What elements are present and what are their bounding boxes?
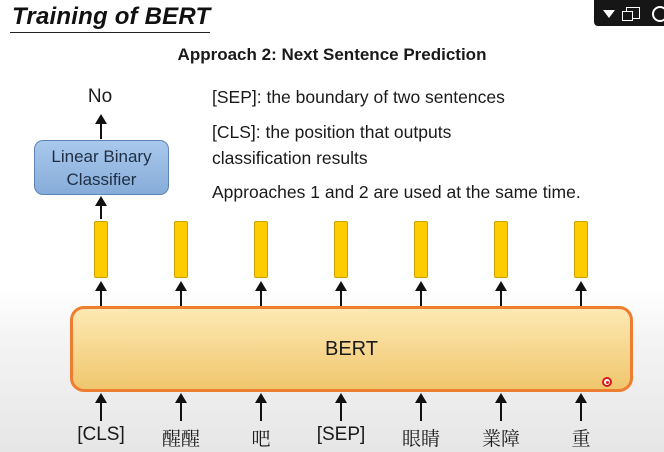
input-token: [CLS] <box>77 424 125 445</box>
up-arrow-icon <box>492 393 510 421</box>
note-approaches: Approaches 1 and 2 are used at the same time. <box>212 182 581 202</box>
up-arrow-icon <box>332 393 350 421</box>
note-cls-line2: classification results <box>212 148 368 168</box>
input-token: 醒醒 <box>161 429 200 450</box>
output-embedding <box>254 221 268 278</box>
slide-subtitle: Approach 2: Next Sentence Prediction <box>177 45 487 64</box>
slide-title: Training of BERT <box>12 3 211 30</box>
cursor-indicator-icon <box>602 377 612 387</box>
output-embedding <box>174 221 188 278</box>
input-token: 吧 <box>251 429 271 450</box>
note-cls-line1: [CLS]: the position that outputs <box>212 122 452 142</box>
input-token: 業障 <box>481 429 520 450</box>
output-embedding <box>334 221 348 278</box>
chevron-down-icon[interactable] <box>603 10 615 18</box>
linear-binary-classifier <box>34 140 169 195</box>
circle-icon[interactable] <box>652 6 664 22</box>
title-underline <box>10 32 210 33</box>
classifier-label: Linear Binary Classifier <box>51 146 152 189</box>
bert-model-box <box>70 306 633 392</box>
input-token: 重 <box>571 429 591 450</box>
output-embedding <box>574 221 588 278</box>
up-arrow-icon <box>412 393 430 421</box>
output-embedding <box>94 221 108 278</box>
up-arrow-icon <box>92 281 110 306</box>
up-arrow-icon <box>92 393 110 421</box>
input-token: 眼睛 <box>401 429 440 450</box>
up-arrow-icon <box>252 393 270 421</box>
output-embedding <box>414 221 428 278</box>
up-arrow-icon <box>332 281 350 306</box>
video-controls <box>594 0 664 26</box>
up-arrow-icon <box>172 281 190 306</box>
up-arrow-icon <box>172 393 190 421</box>
output-embedding <box>494 221 508 278</box>
note-sep: [SEP]: the boundary of two sentences <box>212 87 505 107</box>
bert-label: BERT <box>325 337 378 360</box>
up-arrow-icon <box>412 281 430 306</box>
up-arrow-icon <box>92 196 110 219</box>
up-arrow-icon <box>492 281 510 306</box>
input-token: [SEP] <box>316 424 366 445</box>
up-arrow-icon <box>252 281 270 306</box>
up-arrow-icon <box>572 281 590 306</box>
up-arrow-icon <box>92 114 110 139</box>
output-label: No <box>87 86 113 107</box>
window-icon[interactable] <box>626 7 640 19</box>
up-arrow-icon <box>572 393 590 421</box>
